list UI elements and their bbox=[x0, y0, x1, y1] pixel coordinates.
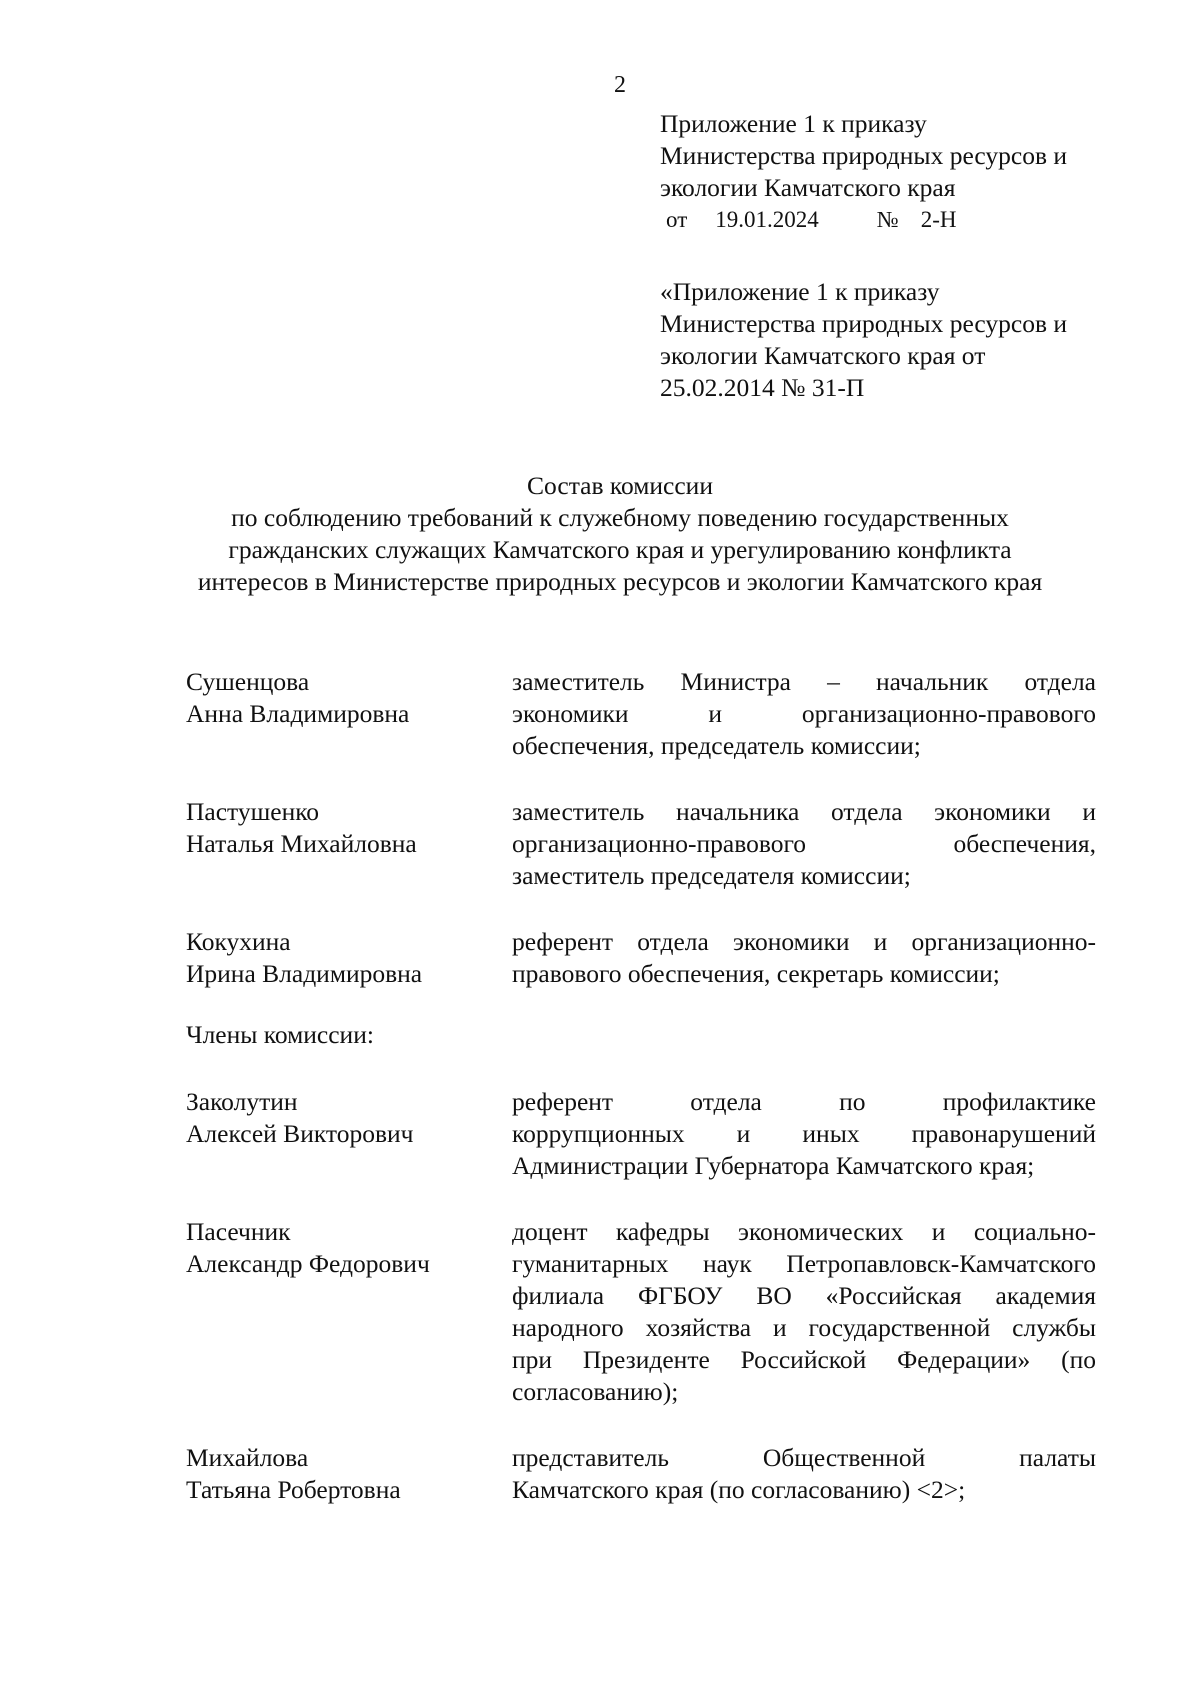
annex-line: 25.02.2014 № 31-П bbox=[660, 373, 865, 402]
role-line: обеспечения, председатель комиссии; bbox=[512, 731, 921, 760]
annex-line: «Приложение 1 к приказу bbox=[660, 277, 940, 306]
member-given-names: Анна Владимировна bbox=[186, 699, 410, 728]
member-surname: Пастушенко bbox=[186, 797, 320, 826]
title-line: гражданских служащих Камчатского края и урегулированию конфликта bbox=[228, 535, 1012, 564]
annex-line: Министерства природных ресурсов и bbox=[660, 141, 1068, 170]
date-prefix: от bbox=[666, 207, 688, 232]
member-given-names: Александр Федорович bbox=[186, 1249, 430, 1278]
member-surname: Кокухина bbox=[186, 927, 291, 956]
title-line: интересов в Министерстве природных ресурсов и экологии Камчатского края bbox=[197, 567, 1043, 596]
member-role bbox=[512, 1216, 1096, 1408]
member-surname: Сушенцова bbox=[186, 667, 310, 696]
member-role bbox=[512, 1442, 1096, 1506]
annex-header-current bbox=[660, 108, 1130, 236]
member-role bbox=[512, 1086, 1096, 1182]
member-name bbox=[186, 926, 486, 990]
role-line: заместитель начальника отдела экономики и bbox=[512, 797, 1096, 826]
title-line: по соблюдению требований к служебному поведению государственных bbox=[231, 503, 1009, 532]
member-role bbox=[512, 666, 1096, 762]
annex-header-previous bbox=[660, 276, 1130, 404]
role-line: заместитель председателя комиссии; bbox=[512, 861, 911, 890]
role-line: организационно-правового обеспечения, bbox=[512, 829, 1096, 858]
role-line: экономики и организационно-правового bbox=[512, 699, 1096, 728]
member-given-names: Наталья Михайловна bbox=[186, 829, 417, 858]
document-title bbox=[140, 470, 1100, 598]
number-sign: № bbox=[876, 207, 899, 232]
order-number: 2-Н bbox=[920, 207, 957, 232]
order-date-number bbox=[660, 204, 1130, 236]
role-line: Камчатского края (по согласованию) <2>; bbox=[512, 1475, 966, 1504]
role-line: коррупционных и иных правонарушений bbox=[512, 1119, 1096, 1148]
role-line: доцент кафедры экономических и социально- bbox=[512, 1217, 1096, 1246]
role-line: заместитель Министра – начальник отдела bbox=[512, 667, 1096, 696]
role-line: Администрации Губернатора Камчатского края; bbox=[512, 1151, 1035, 1180]
member-name bbox=[186, 1442, 486, 1506]
title-line: Состав комиссии bbox=[527, 471, 713, 500]
member-given-names: Татьяна Робертовна bbox=[186, 1475, 401, 1504]
member-given-names: Алексей Викторович bbox=[186, 1119, 414, 1148]
member-surname: Михайлова bbox=[186, 1443, 309, 1472]
annex-line: Приложение 1 к приказу bbox=[660, 109, 927, 138]
role-line: филиала ФГБОУ ВО «Российская академия bbox=[512, 1281, 1096, 1310]
role-line: правового обеспечения, секретарь комиссии; bbox=[512, 959, 1000, 988]
role-line: согласованию); bbox=[512, 1377, 679, 1406]
role-line: референт отдела экономики и организационно- bbox=[512, 927, 1096, 956]
role-line: гуманитарных наук Петропавловск-Камчатского bbox=[512, 1249, 1096, 1278]
annex-line: экологии Камчатского края bbox=[660, 173, 956, 202]
member-name bbox=[186, 1086, 486, 1150]
member-name bbox=[186, 796, 486, 860]
page-number: 2 bbox=[614, 72, 626, 98]
member-name bbox=[186, 666, 486, 730]
role-line: представитель Общественной палаты bbox=[512, 1443, 1096, 1472]
role-line: при Президенте Российской Федерации» (по bbox=[512, 1345, 1096, 1374]
annex-line: экологии Камчатского края от bbox=[660, 341, 986, 370]
member-role bbox=[512, 796, 1096, 892]
member-role bbox=[512, 926, 1096, 990]
members-heading: Члены комиссии: bbox=[186, 1020, 374, 1049]
member-name bbox=[186, 1216, 486, 1280]
member-surname: Заколутин bbox=[186, 1087, 298, 1116]
member-surname: Пасечник bbox=[186, 1217, 291, 1246]
member-given-names: Ирина Владимировна bbox=[186, 959, 423, 988]
annex-line: Министерства природных ресурсов и bbox=[660, 309, 1068, 338]
role-line: народного хозяйства и государственной службы bbox=[512, 1313, 1096, 1342]
order-date: 19.01.2024 bbox=[715, 207, 819, 232]
role-line: референт отдела по профилактике bbox=[512, 1087, 1096, 1116]
